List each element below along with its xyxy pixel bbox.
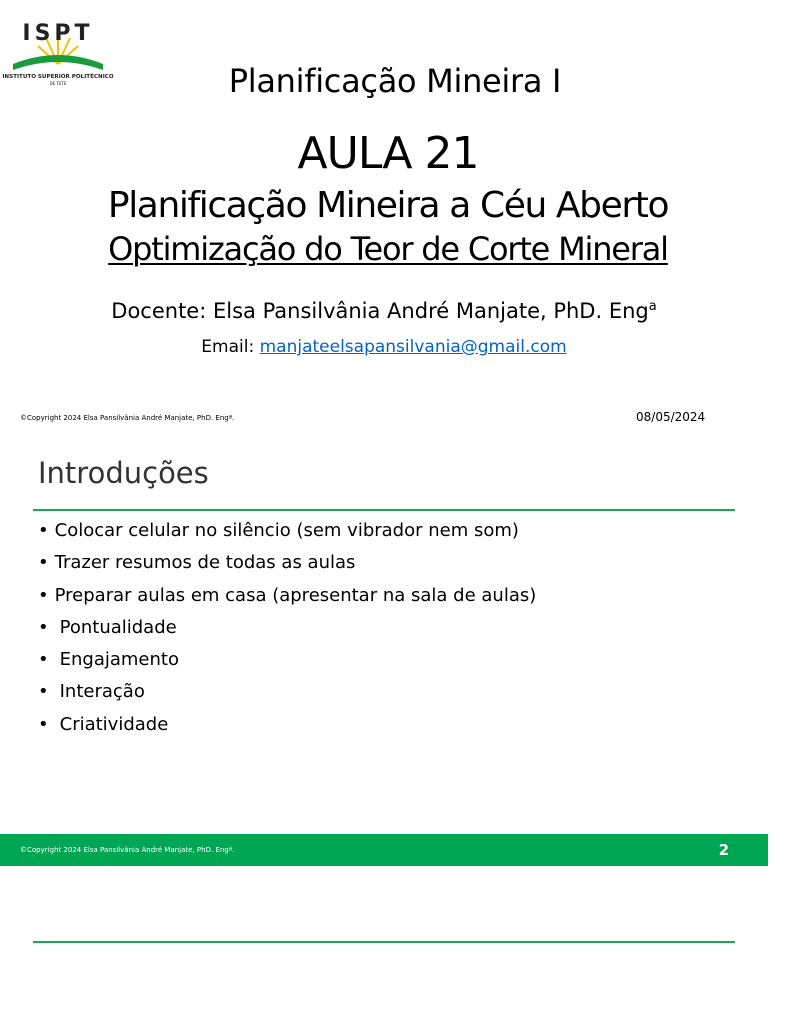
- title-slide: [0, 0, 768, 432]
- slide-date: 08/05/2024: [636, 410, 706, 424]
- title-divider: [33, 509, 735, 511]
- page-number: 2: [718, 841, 729, 859]
- slide-title: Introduções: [38, 456, 209, 490]
- email-label: Email:: [201, 337, 260, 357]
- bullet-list: [38, 515, 536, 741]
- list-item: [38, 580, 536, 612]
- lesson-subtitle: Planificação Mineira a Céu Aberto: [107, 185, 669, 226]
- footer-copyright: ©Copyright 2024 Elsa Pansilvânia André Manjate, PhD. Engª.: [20, 846, 235, 854]
- bullet-icon: •: [38, 681, 49, 703]
- lesson-topic: Optimização do Teor de Corte Mineral: [108, 230, 668, 268]
- list-item: [38, 515, 536, 547]
- bullet-icon: •: [38, 713, 49, 735]
- introductions-slide: [0, 432, 768, 1024]
- logo-city: DE TETE: [49, 81, 67, 86]
- bullet-icon: •: [38, 649, 49, 671]
- course-title: Planificação Mineira I: [228, 62, 562, 100]
- list-item: [38, 547, 536, 579]
- bullet-icon: •: [38, 520, 49, 541]
- email-link[interactable]: manjateelsapansilvania@gmail.com: [259, 337, 567, 357]
- logo-letters: ISPT: [22, 21, 94, 46]
- email-line: [0, 337, 768, 357]
- list-item-text: Trazer resumos de todas as aulas: [54, 552, 356, 574]
- list-item: [38, 676, 536, 708]
- list-item-text: Colocar celular no silêncio (sem vibrador nem som): [54, 520, 519, 541]
- bullet-icon: •: [38, 616, 49, 638]
- lecturer-name: Docente: Elsa Pansilvânia André Manjate, PhD. Eng: [111, 299, 649, 323]
- list-item-text: Engajamento: [59, 649, 179, 671]
- bullet-icon: •: [38, 552, 49, 574]
- logo-institute: INSTITUTO SUPERIOR POLITÉCNICO: [2, 74, 114, 80]
- lesson-number: AULA 21: [297, 128, 479, 179]
- copyright-note: ©Copyright 2024 Elsa Pansilvânia André Manjate, PhD. Engª.: [20, 414, 235, 422]
- list-item-text: Preparar aulas em casa (apresentar na sala de aulas): [54, 584, 537, 606]
- list-item-text: Pontualidade: [59, 616, 177, 638]
- footer-band: [0, 834, 768, 866]
- lecturer-line: [0, 299, 768, 323]
- list-item: [38, 644, 536, 676]
- list-item-text: Criatividade: [59, 713, 169, 735]
- list-item: [38, 709, 536, 741]
- bottom-divider: [33, 941, 735, 943]
- list-item: [38, 612, 536, 644]
- lecturer-title-sup: a: [648, 299, 657, 314]
- list-item-text: Interação: [59, 681, 145, 703]
- bullet-icon: •: [38, 584, 49, 606]
